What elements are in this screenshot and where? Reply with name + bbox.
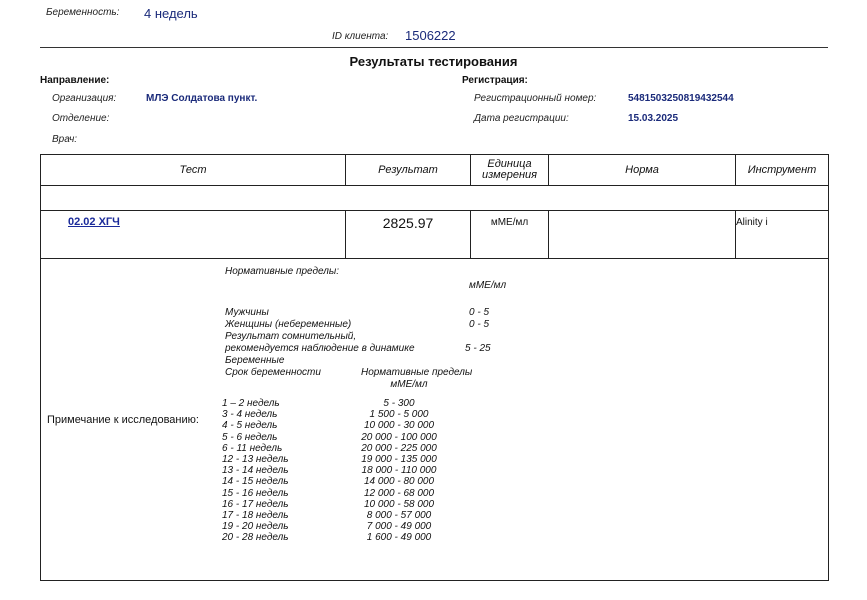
- norm-unit: мМЕ/мл: [469, 280, 507, 291]
- client-id-value: 1506222: [405, 28, 456, 43]
- note-cell: [41, 259, 829, 581]
- department-label: Отделение:: [52, 113, 110, 124]
- term-label: 20 - 28 недель: [222, 532, 289, 544]
- term-range: 10 000 - 58 000: [363, 498, 435, 510]
- term-range: 5 - 300: [383, 398, 415, 409]
- row-result: 2825.97: [346, 211, 471, 259]
- pregnancy-label: Беременность:: [46, 7, 120, 18]
- term-label: 19 - 20 недель: [222, 521, 289, 533]
- norm-header: Нормативные пределы: [361, 367, 473, 378]
- term-label: 13 - 14 недель: [222, 465, 289, 477]
- term-row: [222, 510, 444, 521]
- term-label: 16 - 17 недель: [222, 498, 289, 510]
- header-test: Тест: [41, 155, 346, 186]
- term-range: 20 000 - 100 000: [361, 431, 437, 443]
- spacer-row: [41, 186, 829, 211]
- page-title: Результаты тестирования: [349, 54, 518, 69]
- header-unit: [471, 155, 549, 186]
- term-label: 5 - 6 недель: [222, 431, 278, 443]
- group-observe-range: 5 - 25: [465, 343, 491, 354]
- header-unit-line1: Единица: [487, 158, 532, 170]
- term-label: 3 - 4 недель: [222, 409, 278, 421]
- term-row: [222, 521, 444, 532]
- row-unit: мМЕ/мл: [471, 211, 549, 259]
- term-range: 18 000 - 110 000: [361, 465, 437, 477]
- registration-number-label: Регистрационный номер:: [474, 93, 597, 104]
- term-row: [222, 476, 444, 487]
- term-label: 12 - 13 недель: [222, 454, 289, 466]
- group-pregnant-label: Беременные: [225, 355, 285, 366]
- term-range: 1 600 - 49 000: [366, 532, 432, 544]
- term-row: [222, 409, 444, 420]
- term-label: 17 - 18 недель: [222, 510, 289, 522]
- term-range: 14 000 - 80 000: [363, 476, 435, 488]
- term-range: 20 000 - 225 000: [361, 442, 437, 454]
- term-header: Срок беременности: [225, 367, 321, 378]
- pregnancy-norms-table: [222, 398, 444, 544]
- term-row: [222, 499, 444, 510]
- group-women-range: 0 - 5: [469, 319, 490, 330]
- organization-value: МЛЭ Солдатова пункт.: [146, 93, 258, 104]
- term-row: [222, 443, 444, 454]
- row-test-cell: [41, 211, 346, 259]
- note-row: [41, 259, 829, 581]
- term-row: [222, 398, 444, 409]
- norm-title: Нормативные пределы:: [225, 266, 340, 277]
- group-doubtful-label: Результат сомнительный,: [225, 331, 357, 342]
- results-table: [40, 154, 829, 581]
- term-range: 19 000 - 135 000: [361, 454, 437, 466]
- term-row: [222, 488, 444, 499]
- term-range: 7 000 - 49 000: [366, 521, 432, 533]
- term-row: [222, 532, 444, 543]
- doctor-label: Врач:: [52, 134, 78, 145]
- pregnancy-value: 4 недель: [144, 6, 198, 21]
- term-range: 1 500 - 5 000: [369, 409, 429, 421]
- registration-date-label: Дата регистрации:: [474, 113, 569, 124]
- term-label: 4 - 5 недель: [222, 420, 278, 432]
- registration-number-value: 5481503250819432544: [628, 93, 734, 104]
- header-instrument: Инструмент: [736, 155, 829, 186]
- term-label: 15 - 16 недель: [222, 487, 289, 499]
- term-range: 10 000 - 30 000: [363, 420, 435, 432]
- term-label: 1 – 2 недель: [222, 398, 280, 409]
- client-id-label: ID клиента:: [332, 31, 389, 42]
- header-divider: [40, 47, 828, 48]
- note-label: Примечание к исследованию:: [47, 414, 199, 426]
- norm-header-unit: мМЕ/мл: [390, 379, 428, 390]
- group-women-label: Женщины (небеременные): [225, 319, 352, 330]
- header-result: Результат: [346, 155, 471, 186]
- registration-heading: Регистрация:: [462, 75, 528, 86]
- row-norm: [549, 211, 736, 259]
- organization-label: Организация:: [52, 93, 117, 104]
- term-label: 6 - 11 недель: [222, 442, 283, 454]
- header-unit-line2: измерения: [481, 169, 538, 181]
- group-observe-label: рекомендуется наблюдение в динамике: [225, 343, 415, 354]
- direction-heading: Направление:: [40, 75, 110, 86]
- term-range: 8 000 - 57 000: [366, 510, 432, 522]
- registration-date-value: 15.03.2025: [628, 113, 679, 124]
- table-header-row: [41, 155, 829, 186]
- term-row: [222, 432, 444, 443]
- term-row: [222, 420, 444, 431]
- term-range: 12 000 - 68 000: [363, 487, 435, 499]
- term-row: [222, 465, 444, 476]
- test-link-hcg[interactable]: 02.02 ХГЧ: [68, 216, 120, 228]
- row-instrument: Alinity i: [736, 211, 829, 259]
- group-men-label: Мужчины: [225, 307, 269, 318]
- term-label: 14 - 15 недель: [222, 476, 289, 488]
- term-row: [222, 454, 444, 465]
- group-men-range: 0 - 5: [469, 307, 490, 318]
- header-norm: Норма: [549, 155, 736, 186]
- table-row: [41, 211, 829, 259]
